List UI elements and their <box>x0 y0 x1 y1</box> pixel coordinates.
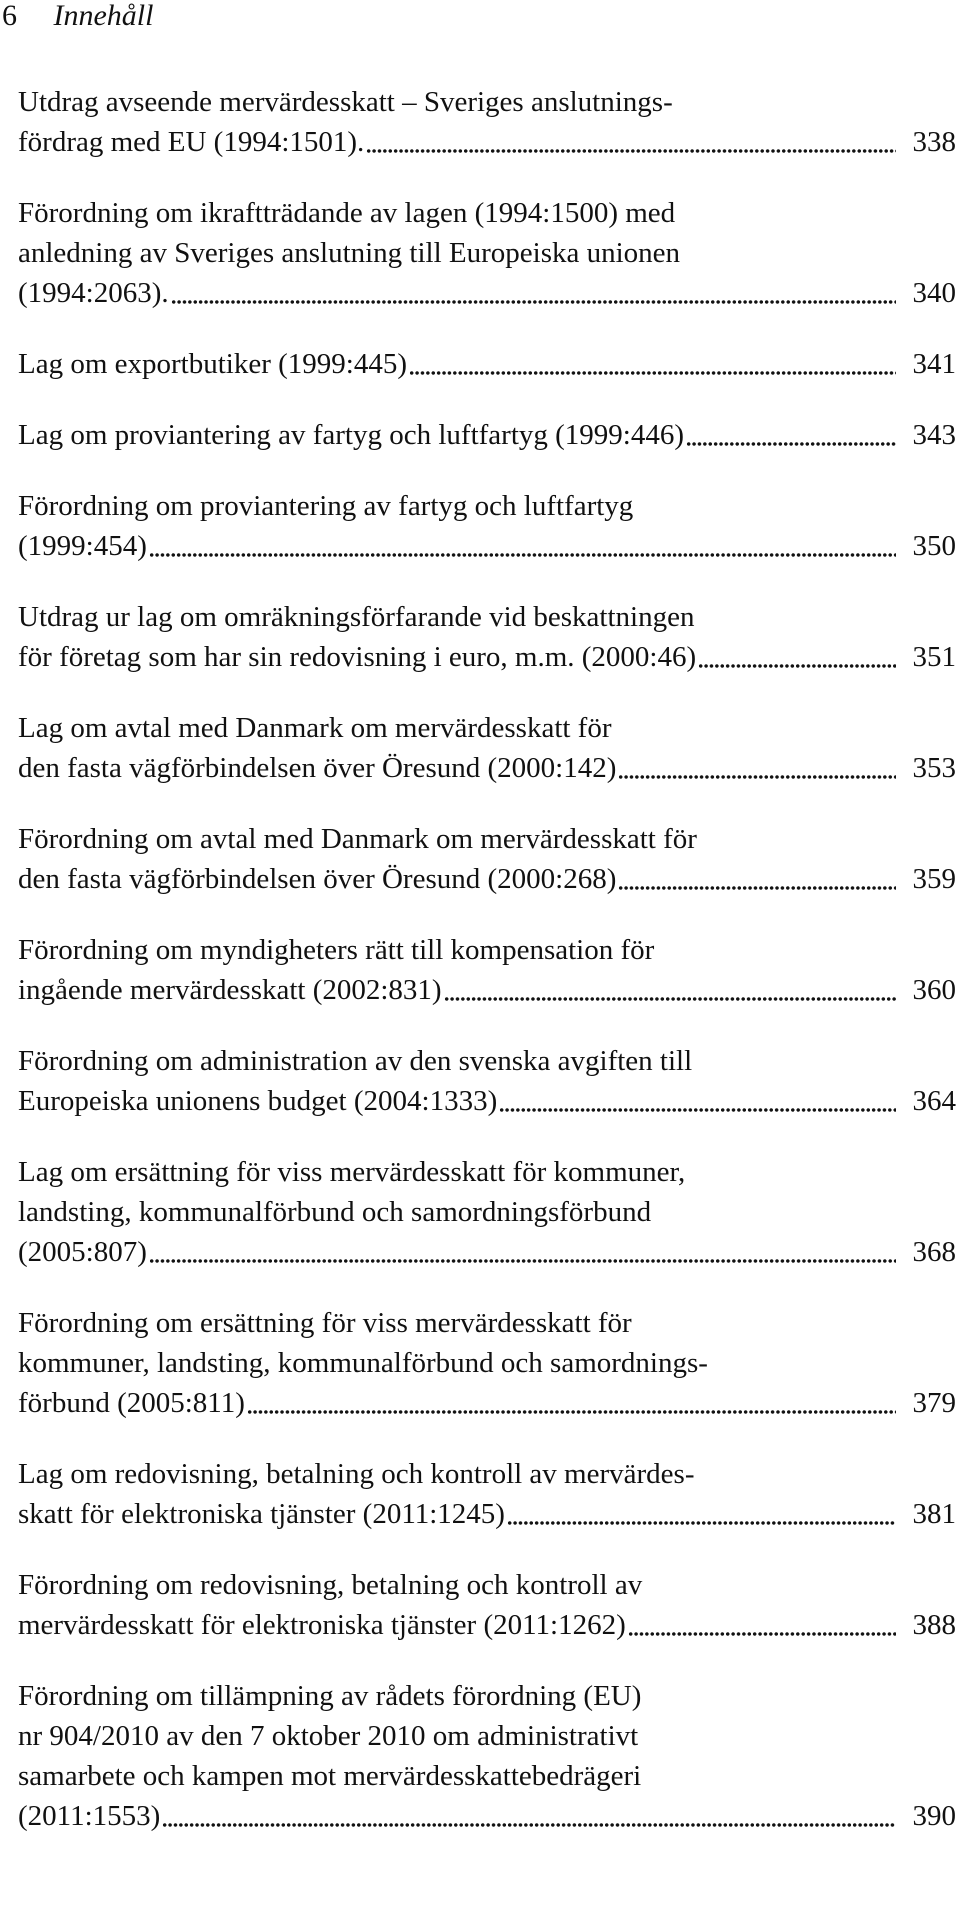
toc-entry-title-line: Förordning om ikraftträdande av lagen (1994:1500) med <box>18 197 676 229</box>
dot-leader <box>409 371 896 375</box>
dot-leader <box>686 442 896 446</box>
toc-entry-title-line: (1999:454) <box>18 530 147 562</box>
dot-leader <box>149 553 896 557</box>
section-title: Innehåll <box>53 0 154 32</box>
toc-entry[interactable] <box>18 193 960 313</box>
toc-page-number: 353 <box>912 752 956 784</box>
dot-leader <box>162 1823 896 1827</box>
toc-page-number: 343 <box>912 419 956 451</box>
toc-page-number: 368 <box>912 1236 956 1268</box>
toc-entry-title-line: nr 904/2010 av den 7 oktober 2010 om administrativt <box>18 1720 639 1752</box>
toc-entry[interactable] <box>18 1676 960 1836</box>
toc-entry-last-line <box>18 859 960 899</box>
toc-entry-title-line: anledning av Sveriges anslutning till Europeiska unionen <box>18 237 681 269</box>
toc-entry-title-line: Förordning om avtal med Danmark om mervärdesskatt för <box>18 823 697 855</box>
toc-page-number: 381 <box>912 1498 956 1530</box>
dot-leader <box>149 1259 896 1263</box>
toc-entry-title-line: den fasta vägförbindelsen över Öresund (2000:268) <box>18 863 617 895</box>
toc-entry[interactable] <box>18 597 960 677</box>
toc-entry-last-line <box>18 748 960 788</box>
toc-entry[interactable] <box>18 344 960 384</box>
toc-entry-last-line <box>18 637 960 677</box>
page-number: 6 <box>2 0 17 32</box>
toc-entry-last-line <box>18 122 960 162</box>
toc-entry-title-line: Förordning om proviantering av fartyg och luftfartyg <box>18 490 634 522</box>
dot-leader <box>628 1632 896 1636</box>
toc-entry-title-line: Utdrag ur lag om omräkningsförfarande vid beskattningen <box>18 601 695 633</box>
toc-page-number: 338 <box>912 126 956 158</box>
toc-entry[interactable] <box>18 708 960 788</box>
toc-entry-last-line <box>18 970 960 1010</box>
toc-entry-last-line <box>18 1796 960 1836</box>
toc-entry-title-line: Förordning om administration av den svenska avgiften till <box>18 1045 693 1077</box>
toc-entry-title-line: Lag om exportbutiker (1999:445) <box>18 348 407 380</box>
dot-leader <box>618 886 896 890</box>
toc-entry-title-line: den fasta vägförbindelsen över Öresund (2000:142) <box>18 752 617 784</box>
dot-leader <box>499 1108 896 1112</box>
toc-page-number: 379 <box>912 1387 956 1419</box>
toc-page-number: 351 <box>912 641 956 673</box>
toc-entry-title-line: (1994:2063). <box>18 277 169 309</box>
dot-leader <box>698 664 896 668</box>
toc-entry-last-line <box>18 1383 960 1423</box>
dot-leader <box>444 997 896 1001</box>
toc-entry[interactable] <box>18 82 960 162</box>
toc-entry-title-line: för företag som har sin redovisning i euro, m.m. (2000:46) <box>18 641 697 673</box>
toc-entry-last-line <box>18 415 960 455</box>
toc-entry-title-line: samarbete och kampen mot mervärdesskattebedrägeri <box>18 1760 642 1792</box>
toc-entry-title-line: skatt för elektroniska tjänster (2011:1245) <box>18 1498 505 1530</box>
toc-page-number: 360 <box>912 974 956 1006</box>
toc-entry-title-line: Lag om proviantering av fartyg och luftfartyg (1999:446) <box>18 419 684 451</box>
toc-entry-last-line <box>18 1605 960 1645</box>
toc-entry-title-line: Förordning om redovisning, betalning och kontroll av <box>18 1569 643 1601</box>
toc-entry-last-line <box>18 1081 960 1121</box>
toc-entry-title-line: Utdrag avseende mervärdesskatt – Sveriges anslutnings- <box>18 86 673 118</box>
toc-entry-title-line: landsting, kommunalförbund och samordningsförbund <box>18 1196 652 1228</box>
dot-leader <box>618 775 896 779</box>
toc-entry-last-line <box>18 1232 960 1272</box>
toc-page-number: 388 <box>912 1609 956 1641</box>
toc-entry-last-line <box>18 526 960 566</box>
dot-leader <box>171 300 896 304</box>
toc-entry-title-line: Förordning om myndigheters rätt till kompensation för <box>18 934 655 966</box>
toc-entry-title-line: (2011:1553) <box>18 1800 161 1832</box>
toc-entry-title-line: fördrag med EU (1994:1501). <box>18 126 365 158</box>
toc-entry[interactable] <box>18 1041 960 1121</box>
toc-entry-title-line: (2005:807) <box>18 1236 147 1268</box>
toc-entry-last-line <box>18 273 960 313</box>
toc-entry-title-line: mervärdesskatt för elektroniska tjänster (2011:1262) <box>18 1609 626 1641</box>
toc-page-number: 350 <box>912 530 956 562</box>
toc-entry-title-line: Europeiska unionens budget (2004:1333) <box>18 1085 498 1117</box>
toc-page-number: 341 <box>912 348 956 380</box>
toc-entry-title-line: Förordning om tillämpning av rådets förordning (EU) <box>18 1680 642 1712</box>
toc-entry[interactable] <box>18 1303 960 1423</box>
toc-page-number: 390 <box>912 1800 956 1832</box>
toc-entry[interactable] <box>18 1152 960 1272</box>
toc-entry[interactable] <box>18 819 960 899</box>
toc-entry-title-line: Förordning om ersättning för viss mervärdesskatt för <box>18 1307 632 1339</box>
toc-page-number: 359 <box>912 863 956 895</box>
table-of-contents <box>18 82 960 1867</box>
toc-entry[interactable] <box>18 486 960 566</box>
toc-entry[interactable] <box>18 415 960 455</box>
toc-entry-title-line: förbund (2005:811) <box>18 1387 245 1419</box>
running-head <box>0 0 153 40</box>
dot-leader <box>366 149 896 153</box>
dot-leader <box>507 1521 896 1525</box>
toc-entry-title-line: ingående mervärdesskatt (2002:831) <box>18 974 442 1006</box>
toc-entry-title-line: Lag om ersättning för viss mervärdesskatt för kommuner, <box>18 1156 686 1188</box>
toc-entry[interactable] <box>18 1454 960 1534</box>
toc-entry-title-line: Lag om redovisning, betalning och kontroll av mervärdes- <box>18 1458 695 1490</box>
toc-entry[interactable] <box>18 930 960 1010</box>
toc-page-number: 364 <box>912 1085 956 1117</box>
toc-entry-title-line: kommuner, landsting, kommunalförbund och samordnings- <box>18 1347 708 1379</box>
toc-entry-last-line <box>18 1494 960 1534</box>
toc-entry-title-line: Lag om avtal med Danmark om mervärdesskatt för <box>18 712 612 744</box>
toc-entry-last-line <box>18 344 960 384</box>
toc-entry[interactable] <box>18 1565 960 1645</box>
toc-page-number: 340 <box>912 277 956 309</box>
dot-leader <box>247 1410 896 1414</box>
